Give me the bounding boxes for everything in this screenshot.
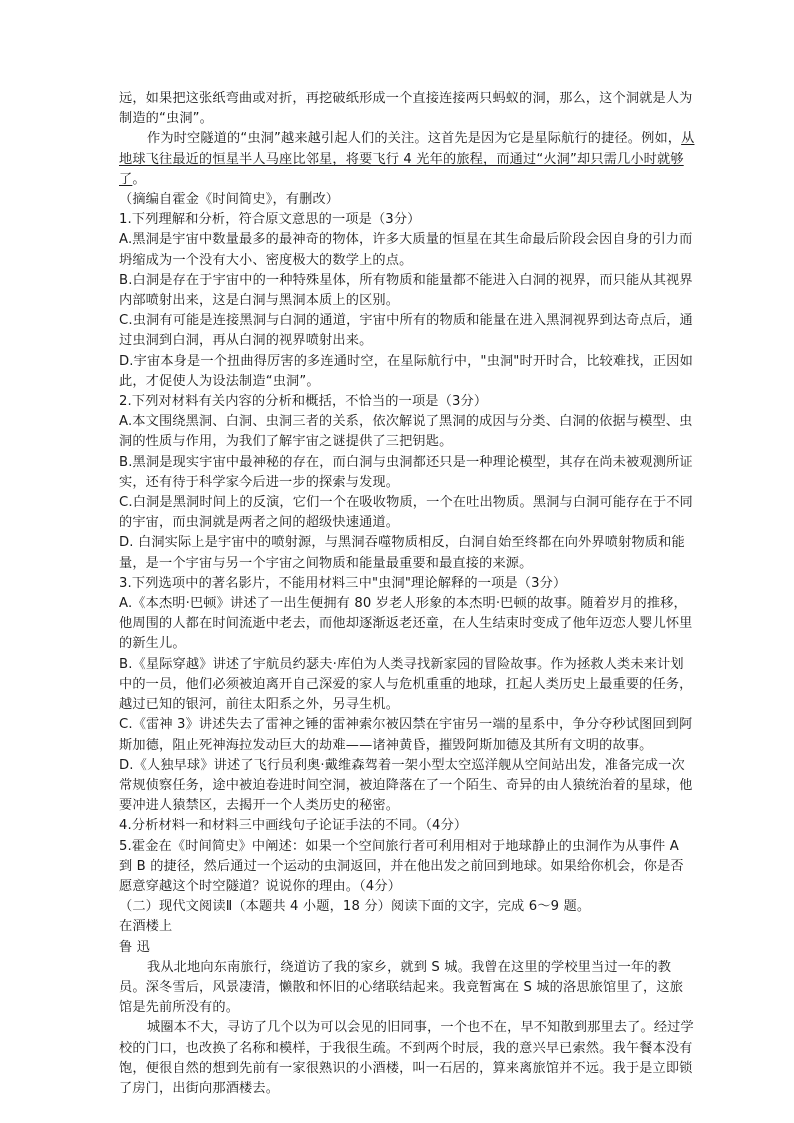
- document-page: [119, 89, 695, 1099]
- story-paragraph: 我从北地向东南旅行，绕道访了我的家乡，就到 S 城。我曾在这里的学校里当过一年的教员。深冬雪后，风景凄清，懒散和怀旧的心绪联结起来。我竟暂寓在 S 城的洛思旅馆里了，这旅馆是先前所没有的。: [119, 959, 684, 1016]
- passage-paragraph-wormhole: [119, 129, 695, 190]
- source-note: （摘编自霍金《时间简史》，有删改）: [119, 192, 340, 208]
- story-title: 在酒楼上: [119, 919, 173, 935]
- question-3-option-d: D.《人独早球》讲述了飞行员利奥·戴维森驾着一架小型太空巡洋舰从空间站出发，准备完成一次常规侦察任务，途中被迫卷进时间空洞，被迫降落在了一个陌生、奇异的由人猿统治着的星球，他要冲进人猿禁区，去揭开一个人类历史的秘密。: [119, 757, 693, 814]
- question-2-option-a: A.本文围绕黑洞、白洞、虫洞三者的关系，依次解说了黑洞的成因与分类、白洞的依据与模型、虫洞的性质与作用，为我们了解宇宙之谜提供了三把钥匙。: [119, 414, 693, 450]
- question-1-option-b: B.白洞是存在于宇宙中的一种特殊星体，所有物质和能量都不能进入白洞的视界，而只能从其视界内部喷射出来，这是白洞与黑洞本质上的区别。: [119, 272, 693, 309]
- question-2-option-c: C.白洞是黑洞时间上的反演，它们一个在吸收物质，一个在吐出物质。黑洞与白洞可能存在于不同的宇宙，而虫洞就是两者之间的超级快速通道。: [119, 495, 693, 531]
- question-1-stem: 1.下列理解和分析，符合原文意思的一项是（3分）: [119, 212, 421, 228]
- question-3-option-a: A.《本杰明·巴顿》讲述了一出生便拥有 80 岁老人形象的本杰明·巴顿的故事。随着岁月的推移，他周围的人都在时间流逝中老去，而他却逐渐返老还童，在人生结束时变成了他年迈恋人婴儿怀里的新生儿。: [119, 596, 693, 652]
- question-3-option-c: C.《雷神 3》讲述失去了雷神之锤的雷神索尔被囚禁在宇宙另一端的星系中，争分夺秒试图回到阿斯加德，阻止死神海拉发动巨大的劫难——诸神黄昏，摧毁阿斯加德及其所有文明的故事。: [119, 717, 693, 753]
- question-2-option-b: B.黑洞是现实宇宙中最神秘的存在，而白洞与虫洞都还只是一种理论模型，其存在尚未被观测所证实，还有待于科学家今后进一步的探索与发现。: [119, 454, 693, 490]
- plain-text: 。: [132, 171, 146, 187]
- question-1-option-a: A.黑洞是宇宙中数量最多的最神奇的物体，许多大质量的恒星在其生命最后阶段会因自身的引力而坍缩成为一个没有大小、密度极大的数学上的点。: [119, 232, 693, 268]
- underlined-sentence: 从地球飞往最近的恒星半人马座比邻星，将要飞行 4 光年的旅程，而通过“火洞”却只需几小时就够了: [119, 131, 695, 187]
- question-1-option-c: C.虫洞有可能是连接黑洞与白洞的通道，宇宙中所有的物质和能量在进入黑洞视界到达奇点后，通过虫洞到白洞，再从白洞的视界喷射出来。: [119, 313, 693, 349]
- story-author: 鲁 迅: [119, 939, 151, 955]
- question-4: 4.分析材料一和材料三中画线句子论证手法的不同。（4分）: [119, 818, 468, 834]
- question-3-stem: 3.下列选项中的著名影片，不能用材料三中"虫洞"理论解释的一项是（3分）: [119, 575, 567, 591]
- passage-paragraph: 远，如果把这张纸弯曲或对折，再挖破纸形成一个直接连接两只蚂蚁的洞，那么，这个洞就是人为制造的“虫洞”。: [119, 91, 693, 127]
- question-1-option-d: D.宇宙本身是一个扭曲得厉害的多连通时空，在星际航行中，"虫洞"时开时合，比较难找，正因如此，才促使人为设法制造“虫洞”。: [119, 353, 693, 389]
- question-2-option-d: D. 白洞实际上是宇宙中的喷射源，与黑洞吞噬物质相反，白洞自始至终都在向外界喷射物质和能量，是一个宇宙与另一个宇宙之间物质和能量最重要和最直接的来源。: [119, 535, 685, 571]
- question-3-option-b: B.《星际穿越》讲述了宇航员约瑟夫·库伯为人类寻找新家园的冒险故事。作为拯救人类未来计划中的一员，他们必须被迫离开自己深爱的家人与危机重重的地球，扛起人类历史上最重要的任务，越过已知的银河，前往太阳系之外，另寻生机。: [119, 656, 693, 713]
- question-5: 5.霍金在《时间简史》中阐述：如果一个空间旅行者可利用相对于地球静止的虫洞作为从事件 A 到 B 的捷径，然后通过一个运动的虫洞返回，并在他出发之前回到地球。如果给你机会，你是否愿意穿越这个时空隧道？说说你的理由。（4分）: [119, 838, 684, 894]
- story-paragraph: 城圈本不大，寻访了几个以为可以会见的旧同事，一个也不在，早不知散到那里去了。经过学校的门口，也改换了名称和模样，于我很生疏。不到两个时辰，我的意兴早已索然。我午餐本没有饱，便很自然的想到先前有一家很熟识的小酒楼，叫一石居的，算来离旅馆并不远。我于是立即锁了房门，出街向那酒楼去。: [119, 1020, 694, 1096]
- section-heading: （二）现代文阅读Ⅱ（本题共 4 小题，18 分）阅读下面的文字，完成 6～9 题。: [119, 899, 591, 915]
- question-2-stem: 2.下列对材料有关内容的分析和概括，不恰当的一项是（3分）: [119, 394, 488, 410]
- plain-text: 作为时空隧道的“虫洞”越来越引起人们的关注。这首先是因为它是星际航行的捷径。例如，: [147, 131, 682, 147]
